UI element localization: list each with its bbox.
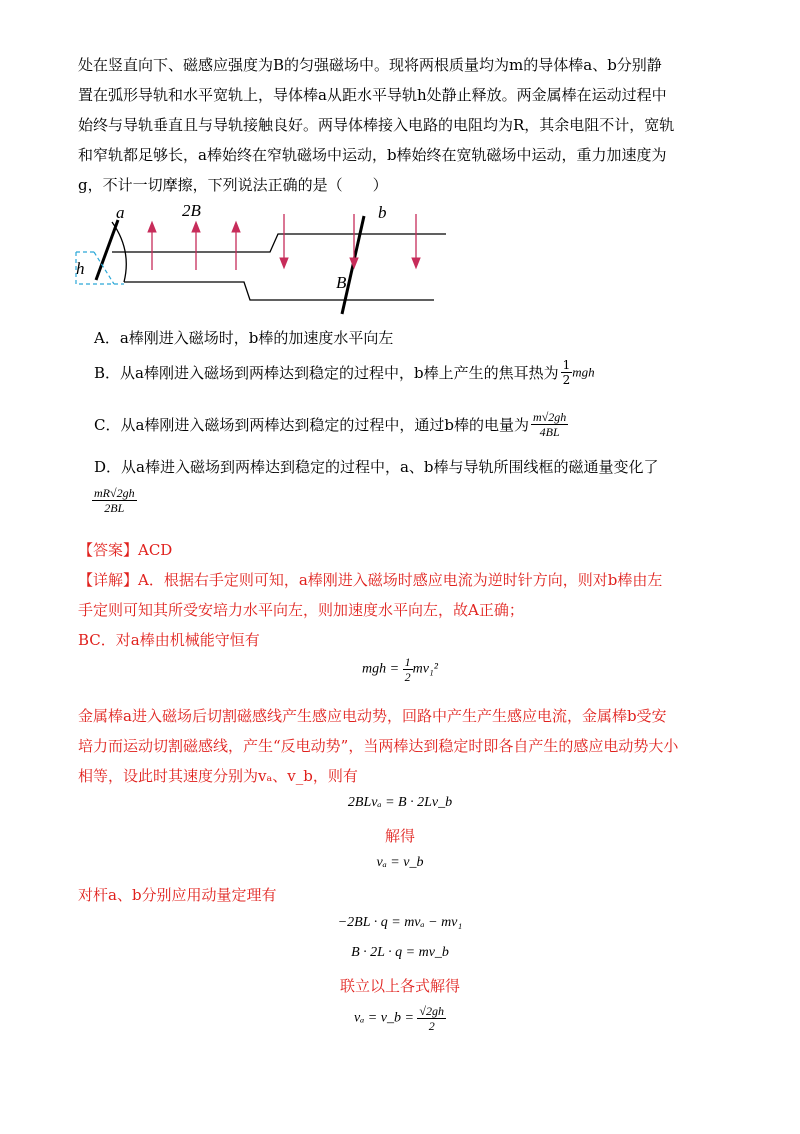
option-c-den: 4BL bbox=[539, 425, 560, 439]
eq6-den: 2 bbox=[428, 1019, 435, 1033]
detail-line-6: 相等，设此时其速度分别为vₐ、v_b，则有 bbox=[78, 767, 358, 785]
equation-final bbox=[0, 1004, 800, 1033]
eq1-right: mv₁² bbox=[412, 661, 438, 677]
label-a: a bbox=[116, 203, 125, 222]
option-b-den: 2 bbox=[562, 373, 571, 387]
question-line-5: g，不计一切摩擦，下列说法正确的是（ ） bbox=[78, 176, 388, 194]
down-arrows bbox=[280, 214, 420, 268]
label-h: h bbox=[76, 259, 85, 278]
option-c-text: C．从a棒刚进入磁场到两棒达到稳定的过程中，通过b棒的电量为 bbox=[94, 416, 530, 434]
option-d-num: mR√2gh bbox=[94, 486, 135, 500]
label-B: B bbox=[336, 273, 347, 292]
equation-emf: 2BLvₐ = B · 2Lv_b bbox=[347, 795, 453, 810]
eq1-fraction bbox=[403, 655, 413, 684]
question-line-1: 处在竖直向下、磁感应强度为B的匀强磁场中。现将两根质量均为m的导体棒a、b分别静 bbox=[78, 56, 662, 74]
option-b bbox=[94, 358, 595, 387]
question-line-4: 和窄轨都足够长，a棒始终在窄轨磁场中运动，b棒始终在宽轨磁场中运动，重力加速度为 bbox=[78, 146, 667, 164]
equation-energy bbox=[0, 655, 800, 684]
option-d-fraction bbox=[92, 486, 137, 515]
option-b-tail: mgh bbox=[572, 364, 595, 380]
eq6-left: vₐ = v_b = bbox=[353, 1010, 414, 1026]
option-a: A．a棒刚进入磁场时，b棒的加速度水平向左 bbox=[94, 329, 394, 347]
option-c-fraction bbox=[531, 410, 568, 439]
equation-momentum-b: B · 2L · q = mv_b bbox=[351, 945, 449, 960]
eq6-fraction bbox=[417, 1004, 446, 1033]
option-d-text: D．从a棒进入磁场到两棒达到稳定的过程中，a、b棒与导轨所围线框的磁通量变化了 bbox=[94, 458, 659, 476]
label-b: b bbox=[378, 203, 387, 222]
equation-momentum-a: −2BL · q = mvₐ − mv₁ bbox=[337, 915, 463, 930]
rail-figure bbox=[74, 200, 454, 322]
option-d-den: 2BL bbox=[104, 501, 125, 515]
option-b-num: 1 bbox=[562, 358, 571, 372]
answer-label: 【答案】ACD bbox=[78, 541, 173, 559]
label-2B: 2B bbox=[182, 201, 201, 220]
detail-line-4: 金属棒a进入磁场后切割磁感线产生感应电动势，回路中产生产生感应电流，金属棒b受安 bbox=[78, 707, 667, 725]
eq1-left: mgh = bbox=[362, 661, 400, 677]
question-line-3: 始终与导轨垂直且与导轨接触良好。两导体棒接入电路的电阻均为R，其余电阻不计，宽轨 bbox=[78, 116, 675, 134]
eq1-num: 1 bbox=[404, 655, 411, 669]
detail-line-2: 手定则可知其所受安培力水平向左，则加速度水平向左，故A正确； bbox=[78, 601, 524, 619]
narrow-rail-lower bbox=[124, 282, 434, 300]
up-arrows bbox=[148, 222, 240, 270]
solve-label: 解得 bbox=[384, 827, 415, 845]
rod-a bbox=[96, 220, 118, 280]
narrow-rail-upper bbox=[112, 234, 446, 252]
option-c bbox=[94, 410, 568, 439]
detail-line-5: 培力而运动切割磁感线，产生“反电动势”，当两棒达到稳定时即各自产生的感应电动势大小 bbox=[78, 737, 679, 755]
equation-velocity-equal: vₐ = v_b bbox=[376, 855, 424, 870]
detail-line-7: 对杆a、b分别应用动量定理有 bbox=[78, 886, 277, 904]
option-b-fraction bbox=[561, 358, 573, 387]
eq6-num: √2gh bbox=[419, 1004, 444, 1018]
question-line-2: 置在弧形导轨和水平宽轨上，导体棒a从距水平导轨h处静止释放。两金属棒在运动过程中 bbox=[78, 86, 667, 104]
combine-label: 联立以上各式解得 bbox=[339, 977, 460, 995]
detail-line-1: 【详解】A．根据右手定则可知，a棒刚进入磁场时感应电流为逆时针方向，则对b棒由左 bbox=[78, 571, 663, 589]
eq1-den: 2 bbox=[404, 670, 411, 684]
option-c-num: m√2gh bbox=[533, 410, 567, 424]
detail-line-3: BC．对a棒由机械能守恒有 bbox=[78, 631, 260, 649]
option-b-text: B．从a棒刚进入磁场到两棒达到稳定的过程中，b棒上产生的焦耳热为 bbox=[94, 364, 559, 382]
